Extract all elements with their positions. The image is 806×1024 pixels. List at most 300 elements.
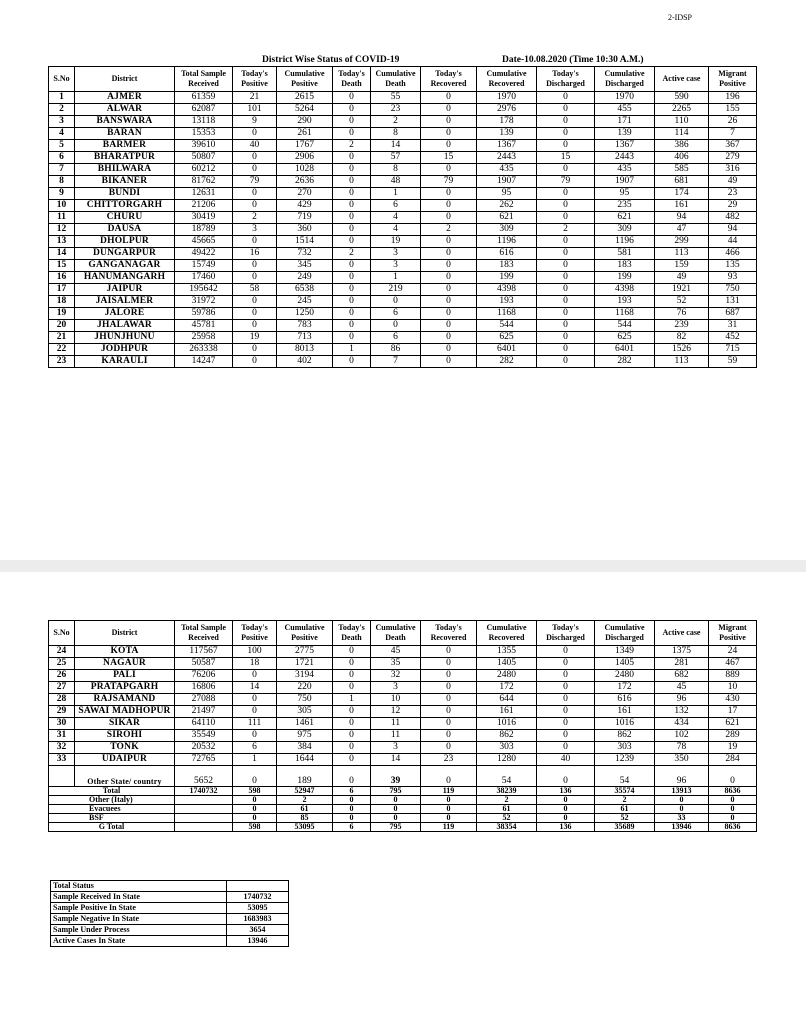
cell-migrant-positive: 621 (709, 718, 757, 730)
table-row (49, 224, 757, 236)
cell-active-case: 386 (655, 140, 709, 152)
cell-cumulative-positive: 402 (277, 356, 333, 368)
cell-cumulative-positive: 270 (277, 188, 333, 200)
cell-cumulative-discharged: 172 (595, 682, 655, 694)
table-row (49, 164, 757, 176)
cell-total-sample: 59786 (175, 308, 233, 320)
cell-total-sample: 76206 (175, 670, 233, 682)
table-row-other-state (49, 766, 757, 787)
cell-migrant-positive: 94 (709, 224, 757, 236)
cell-cumulative-positive: 384 (277, 742, 333, 754)
summary-cumulative-discharged: 2 (595, 796, 655, 805)
cell-cumulative-discharged: 621 (595, 212, 655, 224)
cell-cumulative-recovered: 1280 (477, 754, 537, 766)
cell-active-case: 94 (655, 212, 709, 224)
cell-today-recovered: 0 (421, 646, 477, 658)
summary-cumulative-positive: 53095 (277, 823, 333, 832)
table-row (49, 152, 757, 164)
cell-today-death: 0 (333, 296, 371, 308)
table-row (49, 742, 757, 754)
cell-today-recovered: 0 (421, 272, 477, 284)
cell-cumulative-death: 48 (371, 176, 421, 188)
cell-cumulative-recovered: 621 (477, 212, 537, 224)
cell-today-positive: 0 (233, 152, 277, 164)
district-status-table-2 (48, 620, 757, 832)
cell-district: JHUNJHUNU (75, 332, 175, 344)
cell-cumulative-death: 14 (371, 754, 421, 766)
cell-today-positive: 0 (233, 320, 277, 332)
cell-total-sample: 81762 (175, 176, 233, 188)
cell-cumulative-positive: 1644 (277, 754, 333, 766)
cell-district: SIKAR (75, 718, 175, 730)
summary-today-discharged: 0 (537, 814, 595, 823)
cell-today-death: 2 (333, 248, 371, 260)
cell-cumulative-recovered: 1168 (477, 308, 537, 320)
cell-cumulative-recovered: 1196 (477, 236, 537, 248)
cell-cumulative-recovered: 303 (477, 742, 537, 754)
cell-cumulative-death: 6 (371, 308, 421, 320)
cell-today-recovered: 0 (421, 742, 477, 754)
cell-cumulative-recovered: 161 (477, 706, 537, 718)
cell-cumulative-recovered: 95 (477, 188, 537, 200)
cell-cumulative-death: 11 (371, 718, 421, 730)
cell-district: DHOLPUR (75, 236, 175, 248)
cell-district: JODHPUR (75, 344, 175, 356)
cell-active-case: 110 (655, 116, 709, 128)
header-today-discharged: Today's Discharged (537, 67, 595, 92)
cell-sno: 31 (49, 730, 75, 742)
cell-migrant-positive: 289 (709, 730, 757, 742)
cell-today-discharged: 0 (537, 212, 595, 224)
cell-today-positive: 58 (233, 284, 277, 296)
cell-cumulative-death: 3 (371, 742, 421, 754)
cell-today-discharged: 0 (537, 248, 595, 260)
cell-today-positive: 79 (233, 176, 277, 188)
cell-today-positive: 0 (233, 272, 277, 284)
table-row (49, 754, 757, 766)
cell-migrant-positive: 59 (709, 356, 757, 368)
cell-total-sample: 15353 (175, 128, 233, 140)
cell-cumulative-death: 7 (371, 356, 421, 368)
cell-sno: 27 (49, 682, 75, 694)
summary-label: BSF (49, 814, 175, 823)
table-row (49, 320, 757, 332)
cell-cumulative-discharged: 544 (595, 320, 655, 332)
cell-cumulative-discharged: 54 (595, 766, 655, 787)
cell-sno: 9 (49, 188, 75, 200)
cell-today-positive: 0 (233, 706, 277, 718)
cell-active-case: 96 (655, 766, 709, 787)
cell-today-recovered: 79 (421, 176, 477, 188)
cell-today-discharged: 0 (537, 296, 595, 308)
table-row (49, 176, 757, 188)
cell-today-discharged: 40 (537, 754, 595, 766)
cell-cumulative-recovered: 862 (477, 730, 537, 742)
cell-district: GANGANAGAR (75, 260, 175, 272)
cell-cumulative-recovered: 1907 (477, 176, 537, 188)
cell-cumulative-discharged: 171 (595, 116, 655, 128)
cell-today-positive: 0 (233, 344, 277, 356)
table-row (49, 706, 757, 718)
cell-cumulative-discharged: 862 (595, 730, 655, 742)
cell-today-death: 0 (333, 658, 371, 670)
summary-label: G Total (49, 823, 175, 832)
table-row (49, 658, 757, 670)
cell-today-death: 0 (333, 670, 371, 682)
cell-migrant-positive: 19 (709, 742, 757, 754)
cell-cumulative-discharged: 616 (595, 694, 655, 706)
cell-today-discharged: 0 (537, 646, 595, 658)
cell-cumulative-positive: 305 (277, 706, 333, 718)
cell-total-sample: 35549 (175, 730, 233, 742)
cell-migrant-positive: 466 (709, 248, 757, 260)
table-row (49, 356, 757, 368)
cell-sno: 32 (49, 742, 75, 754)
cell-total-sample: 62087 (175, 104, 233, 116)
table-row (49, 236, 757, 248)
cell-total-sample: 21497 (175, 706, 233, 718)
cell-cumulative-death: 12 (371, 706, 421, 718)
cell-sno: 7 (49, 164, 75, 176)
cell-cumulative-discharged: 4398 (595, 284, 655, 296)
cell-today-positive: 40 (233, 140, 277, 152)
cell-today-death: 0 (333, 742, 371, 754)
cell-today-death: 0 (333, 236, 371, 248)
cell-migrant-positive: 155 (709, 104, 757, 116)
cell-total-sample: 61359 (175, 92, 233, 104)
summary-cumulative-recovered: 2 (477, 796, 537, 805)
summary-migrant-positive: 0 (709, 814, 757, 823)
cell-today-discharged: 0 (537, 706, 595, 718)
cell-migrant-positive: 367 (709, 140, 757, 152)
cell-cumulative-death: 4 (371, 224, 421, 236)
cell-today-death: 0 (333, 730, 371, 742)
cell-district: BHILWARA (75, 164, 175, 176)
total-status-row (51, 914, 289, 925)
cell-today-discharged: 0 (537, 730, 595, 742)
cell-active-case: 1921 (655, 284, 709, 296)
header-today-recovered: Today's Recovered (421, 621, 477, 646)
summary-today-recovered: 119 (421, 823, 477, 832)
cell-sno (49, 766, 75, 787)
cell-cumulative-recovered: 1355 (477, 646, 537, 658)
summary-cumulative-discharged: 61 (595, 805, 655, 814)
cell-cumulative-positive: 2615 (277, 92, 333, 104)
table-row (49, 92, 757, 104)
summary-today-recovered: 0 (421, 805, 477, 814)
table-row (49, 694, 757, 706)
cell-today-recovered: 0 (421, 116, 477, 128)
cell-today-death: 0 (333, 224, 371, 236)
header-district: District (75, 67, 175, 92)
cell-today-positive: 0 (233, 308, 277, 320)
header-today-positive: Today's Positive (233, 67, 277, 92)
header-district: District (75, 621, 175, 646)
cell-district: BANSWARA (75, 116, 175, 128)
total-status-value: 1683983 (227, 914, 289, 925)
cell-district: PRATAPGARH (75, 682, 175, 694)
cell-migrant-positive: 687 (709, 308, 757, 320)
cell-today-discharged: 0 (537, 272, 595, 284)
cell-today-positive: 0 (233, 164, 277, 176)
cell-today-discharged: 0 (537, 332, 595, 344)
summary-migrant-positive: 8636 (709, 787, 757, 796)
summary-active-case: 13913 (655, 787, 709, 796)
cell-cumulative-discharged: 455 (595, 104, 655, 116)
cell-active-case: 590 (655, 92, 709, 104)
total-status-value: 3654 (227, 925, 289, 936)
cell-cumulative-discharged: 1349 (595, 646, 655, 658)
cell-sno: 21 (49, 332, 75, 344)
cell-active-case: 78 (655, 742, 709, 754)
cell-cumulative-positive: 713 (277, 332, 333, 344)
header-cumulative-recovered: Cumulative Recovered (477, 621, 537, 646)
cell-today-recovered: 0 (421, 188, 477, 200)
cell-total-sample: 30419 (175, 212, 233, 224)
total-status-row (51, 903, 289, 914)
cell-active-case: 281 (655, 658, 709, 670)
cell-cumulative-recovered: 1405 (477, 658, 537, 670)
cell-today-positive: 1 (233, 754, 277, 766)
table-row (49, 200, 757, 212)
summary-label: Total (49, 787, 175, 796)
cell-active-case: 132 (655, 706, 709, 718)
summary-total-sample (175, 796, 233, 805)
cell-migrant-positive: 0 (709, 766, 757, 787)
cell-today-recovered: 0 (421, 284, 477, 296)
cell-cumulative-death: 39 (371, 766, 421, 787)
cell-today-death: 0 (333, 706, 371, 718)
cell-active-case: 114 (655, 128, 709, 140)
cell-cumulative-recovered: 1970 (477, 92, 537, 104)
cell-cumulative-discharged: 309 (595, 224, 655, 236)
cell-migrant-positive: 24 (709, 646, 757, 658)
report-title: District Wise Status of COVID-19 (262, 55, 400, 65)
cell-cumulative-positive: 6538 (277, 284, 333, 296)
cell-cumulative-positive: 290 (277, 116, 333, 128)
table-row (49, 718, 757, 730)
cell-today-positive: 16 (233, 248, 277, 260)
summary-label: Evacuees (49, 805, 175, 814)
cell-active-case: 299 (655, 236, 709, 248)
cell-migrant-positive: 49 (709, 176, 757, 188)
cell-today-positive: 100 (233, 646, 277, 658)
cell-cumulative-recovered: 139 (477, 128, 537, 140)
header-cumulative-positive: Cumulative Positive (277, 621, 333, 646)
cell-today-recovered: 0 (421, 104, 477, 116)
cell-cumulative-recovered: 282 (477, 356, 537, 368)
cell-today-recovered: 2 (421, 224, 477, 236)
cell-cumulative-recovered: 2443 (477, 152, 537, 164)
cell-today-death: 0 (333, 284, 371, 296)
cell-today-death: 0 (333, 272, 371, 284)
summary-today-death: 6 (333, 823, 371, 832)
summary-label: Other (Italy) (49, 796, 175, 805)
cell-district: RAJSAMAND (75, 694, 175, 706)
cell-sno: 18 (49, 296, 75, 308)
cell-active-case: 174 (655, 188, 709, 200)
cell-sno: 15 (49, 260, 75, 272)
total-status-label: Sample Received In State (51, 892, 227, 903)
cell-today-discharged: 0 (537, 128, 595, 140)
summary-cumulative-death: 0 (371, 805, 421, 814)
cell-today-death: 0 (333, 754, 371, 766)
cell-today-positive: 0 (233, 200, 277, 212)
table-row (49, 670, 757, 682)
cell-cumulative-death: 19 (371, 236, 421, 248)
cell-migrant-positive: 44 (709, 236, 757, 248)
summary-row (49, 823, 757, 832)
cell-sno: 3 (49, 116, 75, 128)
cell-today-death: 0 (333, 116, 371, 128)
summary-total-sample (175, 823, 233, 832)
summary-total-sample (175, 805, 233, 814)
cell-today-recovered: 0 (421, 308, 477, 320)
cell-active-case: 102 (655, 730, 709, 742)
cell-today-discharged: 0 (537, 682, 595, 694)
cell-district: JAIPUR (75, 284, 175, 296)
cell-cumulative-death: 3 (371, 260, 421, 272)
cell-today-positive: 0 (233, 236, 277, 248)
cell-active-case: 52 (655, 296, 709, 308)
cell-migrant-positive: 715 (709, 344, 757, 356)
cell-cumulative-discharged: 199 (595, 272, 655, 284)
summary-cumulative-positive: 61 (277, 805, 333, 814)
cell-today-discharged: 15 (537, 152, 595, 164)
cell-cumulative-positive: 8013 (277, 344, 333, 356)
total-status-value: 53095 (227, 903, 289, 914)
cell-total-sample: 45665 (175, 236, 233, 248)
district-status-table-1 (48, 66, 757, 368)
cell-total-sample: 49422 (175, 248, 233, 260)
cell-sno: 12 (49, 224, 75, 236)
table-header-row (49, 621, 757, 646)
cell-total-sample: 25958 (175, 332, 233, 344)
cell-today-recovered: 0 (421, 320, 477, 332)
table-header-row (49, 67, 757, 92)
header-cumulative-death: Cumulative Death (371, 67, 421, 92)
summary-cumulative-recovered: 38239 (477, 787, 537, 796)
cell-today-recovered: 0 (421, 718, 477, 730)
cell-today-discharged: 0 (537, 104, 595, 116)
cell-active-case: 161 (655, 200, 709, 212)
cell-cumulative-discharged: 1405 (595, 658, 655, 670)
table-row (49, 188, 757, 200)
cell-today-discharged: 0 (537, 320, 595, 332)
cell-total-sample: 64110 (175, 718, 233, 730)
cell-migrant-positive: 452 (709, 332, 757, 344)
cell-cumulative-positive: 975 (277, 730, 333, 742)
cell-cumulative-discharged: 1367 (595, 140, 655, 152)
table-row (49, 296, 757, 308)
summary-migrant-positive: 8636 (709, 823, 757, 832)
cell-today-recovered: 0 (421, 200, 477, 212)
cell-migrant-positive: 889 (709, 670, 757, 682)
summary-today-discharged: 0 (537, 805, 595, 814)
cell-today-recovered: 0 (421, 706, 477, 718)
cell-today-death: 0 (333, 682, 371, 694)
cell-sno: 20 (49, 320, 75, 332)
cell-cumulative-death: 32 (371, 670, 421, 682)
header-migrant-positive: Migrant Positive (709, 621, 757, 646)
cell-today-positive: 3 (233, 224, 277, 236)
summary-today-death: 0 (333, 814, 371, 823)
cell-active-case: 1526 (655, 344, 709, 356)
header-active-case: Active case (655, 67, 709, 92)
cell-cumulative-death: 10 (371, 694, 421, 706)
cell-today-death: 0 (333, 356, 371, 368)
cell-sno: 16 (49, 272, 75, 284)
cell-today-death: 0 (333, 188, 371, 200)
cell-today-discharged: 2 (537, 224, 595, 236)
cell-total-sample: 21206 (175, 200, 233, 212)
cell-district: BARAN (75, 128, 175, 140)
total-status-row (51, 936, 289, 947)
cell-today-death: 0 (333, 164, 371, 176)
cell-cumulative-positive: 345 (277, 260, 333, 272)
cell-sno: 30 (49, 718, 75, 730)
summary-today-positive: 0 (233, 814, 277, 823)
cell-cumulative-recovered: 435 (477, 164, 537, 176)
cell-district: UDAIPUR (75, 754, 175, 766)
cell-cumulative-recovered: 309 (477, 224, 537, 236)
cell-cumulative-recovered: 2976 (477, 104, 537, 116)
cell-today-discharged: 0 (537, 92, 595, 104)
cell-cumulative-positive: 732 (277, 248, 333, 260)
cell-today-recovered: 0 (421, 140, 477, 152)
cell-district: AJMER (75, 92, 175, 104)
summary-today-death: 0 (333, 805, 371, 814)
cell-migrant-positive: 31 (709, 320, 757, 332)
cell-active-case: 350 (655, 754, 709, 766)
cell-cumulative-positive: 1028 (277, 164, 333, 176)
cell-cumulative-death: 23 (371, 104, 421, 116)
cell-cumulative-death: 3 (371, 682, 421, 694)
cell-today-discharged: 0 (537, 200, 595, 212)
summary-today-recovered: 0 (421, 814, 477, 823)
cell-cumulative-death: 1 (371, 272, 421, 284)
summary-today-discharged: 0 (537, 796, 595, 805)
cell-today-death: 0 (333, 718, 371, 730)
cell-today-positive: 2 (233, 212, 277, 224)
cell-today-discharged: 0 (537, 164, 595, 176)
cell-cumulative-recovered: 625 (477, 332, 537, 344)
cell-cumulative-positive: 245 (277, 296, 333, 308)
cell-district: NAGAUR (75, 658, 175, 670)
cell-today-positive: 14 (233, 682, 277, 694)
summary-row (49, 796, 757, 805)
summary-cumulative-positive: 85 (277, 814, 333, 823)
total-status-label: Active Cases In State (51, 936, 227, 947)
summary-cumulative-death: 795 (371, 787, 421, 796)
header-today-positive: Today's Positive (233, 621, 277, 646)
cell-today-recovered: 0 (421, 356, 477, 368)
total-status-label: Sample Positive In State (51, 903, 227, 914)
cell-active-case: 434 (655, 718, 709, 730)
cell-cumulative-positive: 783 (277, 320, 333, 332)
cell-cumulative-recovered: 54 (477, 766, 537, 787)
header-total-sample: Total Sample Received (175, 67, 233, 92)
cell-cumulative-positive: 189 (277, 766, 333, 787)
cell-cumulative-positive: 261 (277, 128, 333, 140)
cell-district: DAUSA (75, 224, 175, 236)
cell-active-case: 2265 (655, 104, 709, 116)
cell-active-case: 239 (655, 320, 709, 332)
cell-cumulative-discharged: 1016 (595, 718, 655, 730)
cell-cumulative-recovered: 6401 (477, 344, 537, 356)
cell-active-case: 82 (655, 332, 709, 344)
summary-active-case: 33 (655, 814, 709, 823)
